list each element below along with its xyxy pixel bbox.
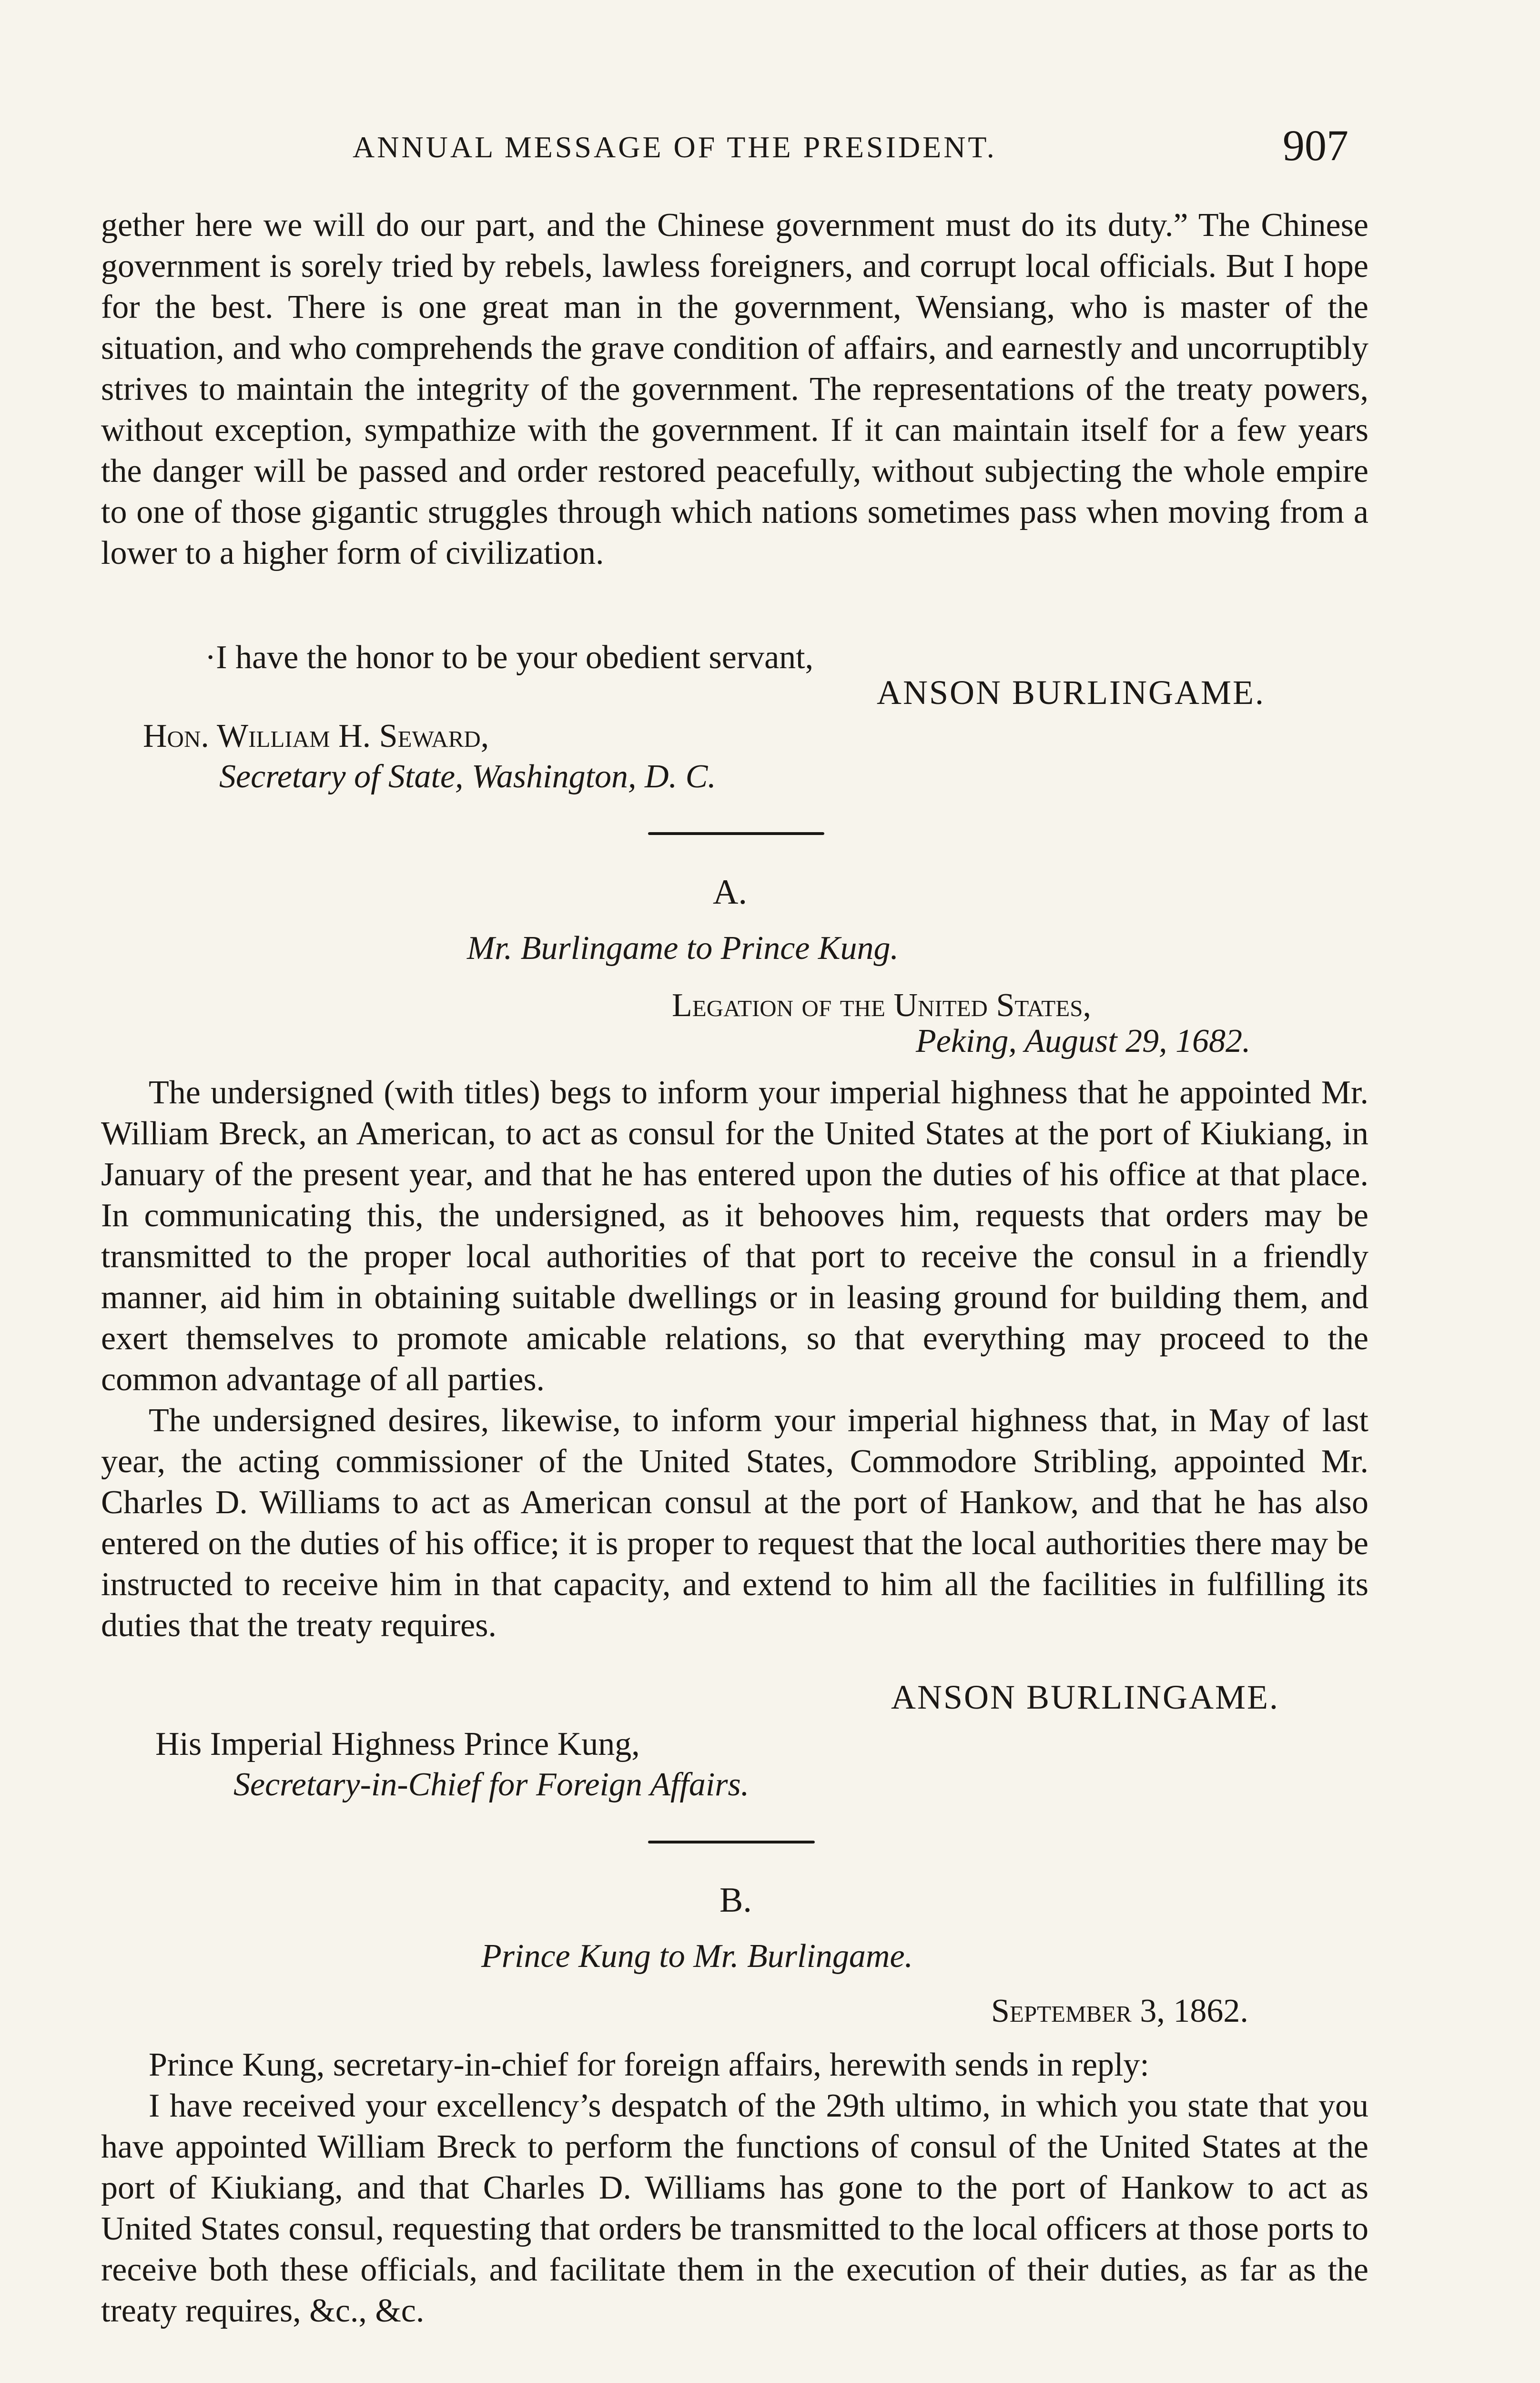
addressee-title-2: Secretary-in-Chief for Foreign Affairs. [233,1766,750,1803]
dateline-b: September 3, 1862. [991,1993,1248,2029]
signature-2: ANSON BURLINGAME. [891,1678,1280,1716]
section-b-paragraph-1: Prince Kung, secretary-in-chief for foreign affairs, herewith sends in reply: [149,2047,1149,2083]
section-a-paragraph-1: The undersigned (with titles) begs to inform your imperial highness that he appointed Mr. William Breck, an American, to act as consul for the United States at the port of Kiukiang, in January of the present year, and that he has entered upon the duties of his office at that place. In communicating this, the undersigned, as it behooves him, requests that orders may be transmitted to the proper local authorities of that port to receive the consul in a friendly manner, aid him in obtaining suitable dwellings or in leasing ground for building them, and exert themselves to promote amicable relations, so that everything may proceed to the common advantage of all parties. [101,1074,1368,1398]
addressee-name-2: His Imperial Highness Prince Kung, [155,1726,640,1762]
addressee-name-1: Hon. William H. Seward, [143,718,489,754]
section-a-body [101,1072,1368,1646]
section-a-paragraph-2: The undersigned desires, likewise, to inform your imperial highness that, in May of last year, the acting commissioner of the United States, Commodore Stribling, appointed Mr. Charles D. Williams to act as American consul at the port of Hankow, and that he has also entered on the duties of his office; it is proper to request that the local authorities there may be instructed to receive him in that capacity, and extend to him all the facilities in fulfilling its duties that the treaty requires. [101,1402,1368,1644]
section-b-body [101,2045,1368,2332]
legation-line: Legation of the United States, [672,987,1091,1024]
section-b-paragraph-2: I have received your excellency’s despatch of the 29th ultimo, in which you state that you have appointed William Breck to perform the functions of consul of the United States at the port of Kiukiang, and that Charles D. Williams has gone to the port of Hankow to act as United States consul, requesting that orders be transmitted to the local officers at those ports to receive both these officials, and facilitate them in the execution of their duties, as far as the treaty requires, &c., &c. [101,2088,1368,2329]
dateline-a: Peking, August 29, 1682. [916,1023,1251,1059]
closing-line: ·I have the honor to be your obedient servant, [205,639,814,676]
signature-1: ANSON BURLINGAME. [877,673,1266,712]
running-header: ANNUAL MESSAGE OF THE PRESIDENT. [353,130,997,164]
page-number: 907 [1283,121,1348,170]
section-letter-a: A. [713,873,747,912]
addressee-title-1: Secretary of State, Washington, D. C. [219,758,716,795]
letter-title-b: Prince Kung to Mr. Burlingame. [481,1938,913,1975]
opening-paragraph: gether here we will do our part, and the Chinese government must do its duty.” The Chinese government is sorely tried by rebels, lawless foreigners, and corrupt local officials. But I hope for the best. There is one great man in the government, Wensiang, who is master of the situation, and who comprehends the grave condition of affairs, and earnestly and uncorruptibly strives to maintain the integrity of the government. The representations of the treaty powers, without exception, sympathize with the government. If it can maintain itself for a few years the danger will be passed and order restored peacefully, without subjecting the whole empire to one of those gigantic struggles through which nations sometimes pass when moving from a lower to a higher form of civilization. [101,207,1368,571]
section-divider-2 [648,1841,815,1843]
section-letter-b: B. [719,1881,752,1920]
section-divider-1 [648,832,824,835]
letter-title-a: Mr. Burlingame to Prince Kung. [467,930,899,967]
opening-paragraph-block [101,205,1368,574]
